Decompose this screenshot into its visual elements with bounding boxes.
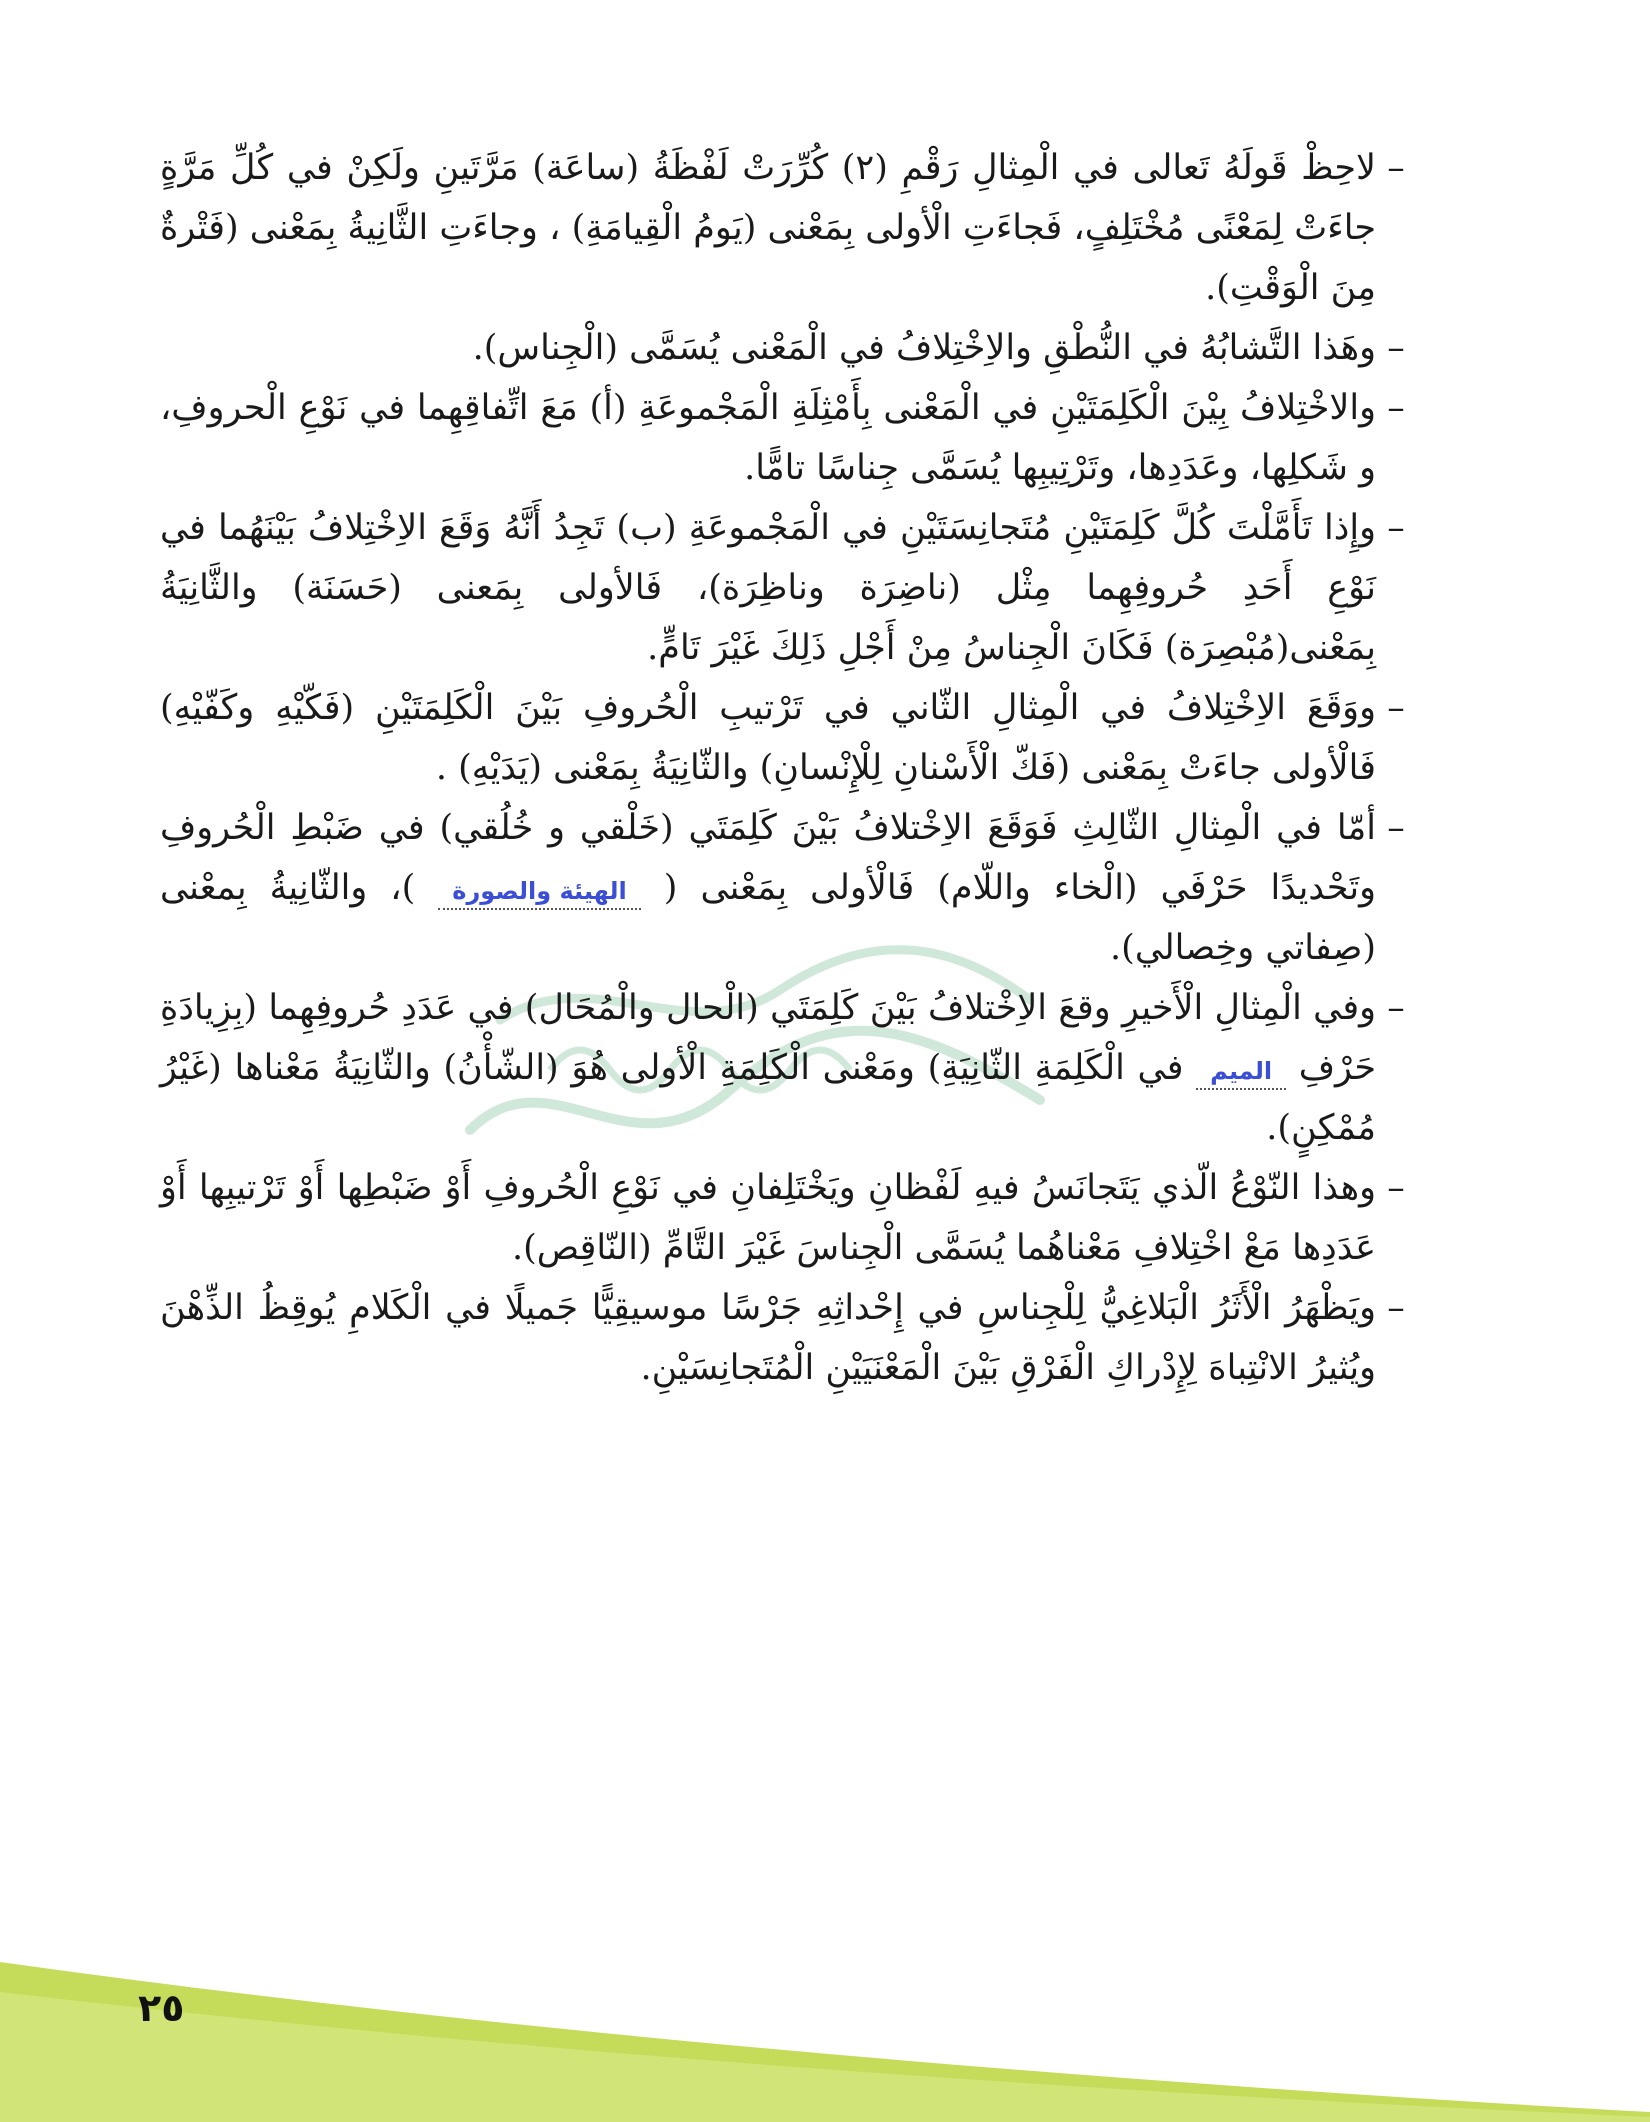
paragraph-text: وهَذا التَّشابُهُ في النُّطْقِ والاِخْتِلافُ في الْمَعْنى يُسَمَّى (الْجِناس).	[472, 328, 1376, 368]
bullet-dash: –	[1387, 1288, 1405, 1328]
fill-in-blank[interactable]	[438, 871, 640, 910]
paragraph-item	[160, 318, 1410, 378]
paragraph-text: في الْكَلِمَةِ الثّانِيَةِ) ومَعْنى الْكَلِمَةِ الْأولى هُوَ (الشّأْنُ) والثّانِيَةُ مَعْناها (غَيْرُ مُمْكِنٍ).	[160, 1048, 1376, 1148]
paragraph-text: وإِذا تَأَمَّلْتَ كُلَّ كَلِمَتَيْنِ مُتَجانِسَتَيْنِ في الْمَجْموعَةِ (ب) تَجِدُ أَنَّهُ وَقَعَ الاِخْتِلافُ بَيْنَهُما في نَوْعِ أَحَدِ حُروفِهِما مِثْل (ناضِرَة وناظِرَة)، فَالأولى بِمَعنى (حَسَنَة) والثَّانِيَةُ بِمَعْنى(مُبْصِرَة) فَكَانَ الْجِناسُ مِنْ أَجْلِ ذَلِكَ غَيْرَ تَامٍّ.	[160, 508, 1376, 668]
bullet-dash: –	[1387, 808, 1405, 848]
paragraph-text: وهذا النّوْعُ الّذي يَتَجانَسُ فيهِ لَفْظانِ ويَخْتَلِفانِ في نَوْعِ الْحُروفِ أَوْ ضَبْطِها أَوْ تَرْتيبِها أَوْ عَدَدِها مَعْ اخْتِلافِ مَعْناهُما يُسَمَّى الْجِناسَ غَيْرَ التَّامِّ (النّاقِص).	[160, 1168, 1376, 1268]
lesson-body	[160, 138, 1410, 1398]
paragraph-text: والاخْتِلافُ بِيْنَ الْكَلِمَتَيْنِ في الْمَعْنى بِأَمْثِلَةِ الْمَجْموعَةِ (أ) مَعَ اتِّفاقِهِما في نَوْعِ الْحروفِ، و شَكلِها، وعَدَدِها، وتَرْتِيبِها يُسَمَّى جِناسًا تامًّا.	[160, 388, 1376, 488]
bullet-dash: –	[1387, 988, 1405, 1028]
paragraph-text: ووَقَعَ الاِخْتِلافُ في الْمِثالِ الثّاني في تَرْتيبِ الْحُروفِ بَيْنَ الْكَلِمَتَيْنِ (فَكّيْهِ وكَفّيْهِ) فَالْأولى جاءَتْ بِمَعْنى (فَكّ الْأَسْنانِ لِلْإِنْسانِ) والثّانِيَةُ بِمَعْنى (يَدَيْهِ) .	[160, 688, 1376, 788]
handwritten-answer: الهيئة والصورة	[452, 877, 627, 905]
bullet-dash: –	[1387, 148, 1405, 188]
paragraph-text: أمّا في الْمِثالِ الثّالِثِ فَوَقَعَ الاِخْتلافُ بَيْنَ كَلِمَتَي (خَلْقي و خُلُقي) في ضَبْطِ الْحُروفِ وتَحْديدًا حَرْفَي (الْخاء واللّام) فَالْأولى بِمَعْنى (	[160, 808, 1376, 908]
bullet-dash: –	[1387, 508, 1405, 548]
paragraph-text: ويَظْهَرُ الْأَثَرُ الْبَلاغِيُّ لِلْجِناسِ في إِحْداثِهِ جَرْسًا موسيقِيًّا جَميلًا في الْكَلامِ يُوقِظُ الذِّهْنَ ويُثيرُ الانْتِباهَ لِإِدْراكِ الْفَرْقِ بَيْنَ الْمَعْنَيَيْنِ الْمُتَجانِسَيْنِ.	[160, 1288, 1376, 1388]
bullet-dash: –	[1387, 688, 1405, 728]
paragraph-text: )، والثّانِيةُ بِمعْنى (صِفاتي وخِصالي).	[160, 868, 1376, 968]
footer-green-band	[0, 1922, 1650, 2122]
paragraph-item	[160, 678, 1410, 798]
bullet-dash: –	[1387, 328, 1405, 368]
page-number: ٢٥	[138, 1986, 185, 2030]
paragraph-item	[160, 378, 1410, 498]
paragraph-text: لاحِظْ قَولَهُ تَعالى في الْمِثالِ رَقْمِ (٢) كُرِّرَتْ لَفْظَةُ (ساعَة) مَرَّتَينِ ولَكِنْ في كُلِّ مَرَّةٍ جاءَتْ لِمَعْنًى مُخْتَلِفٍ، فَجاءَتِ الْأولى بِمَعْنى (يَومُ الْقِيامَةِ) ، وجاءَتِ الثَّانِيةُ بِمَعْنى (فَتْرةٌ مِنَ الْوَقْتِ).	[160, 148, 1377, 308]
paragraph-item	[160, 978, 1410, 1158]
paragraph-text: وفي الْمِثالِ الْأَخيرِ وقعَ الاِخْتلافُ بَيْنَ كَلِمَتَي (الْحال والْمُحَال) في عَدَدِ حُروفِهِما (بِزِيادَةِ حَرْفِ	[160, 988, 1376, 1088]
handwritten-answer: الميم	[1210, 1057, 1273, 1085]
fill-in-blank[interactable]	[1196, 1051, 1286, 1090]
paragraph-item	[160, 798, 1410, 978]
paragraph-item	[160, 138, 1410, 318]
bullet-dash: –	[1387, 388, 1405, 428]
paragraph-item	[160, 1158, 1410, 1278]
paragraph-item	[160, 1278, 1410, 1398]
paragraph-item	[160, 498, 1410, 678]
bullet-dash: –	[1387, 1168, 1405, 1208]
